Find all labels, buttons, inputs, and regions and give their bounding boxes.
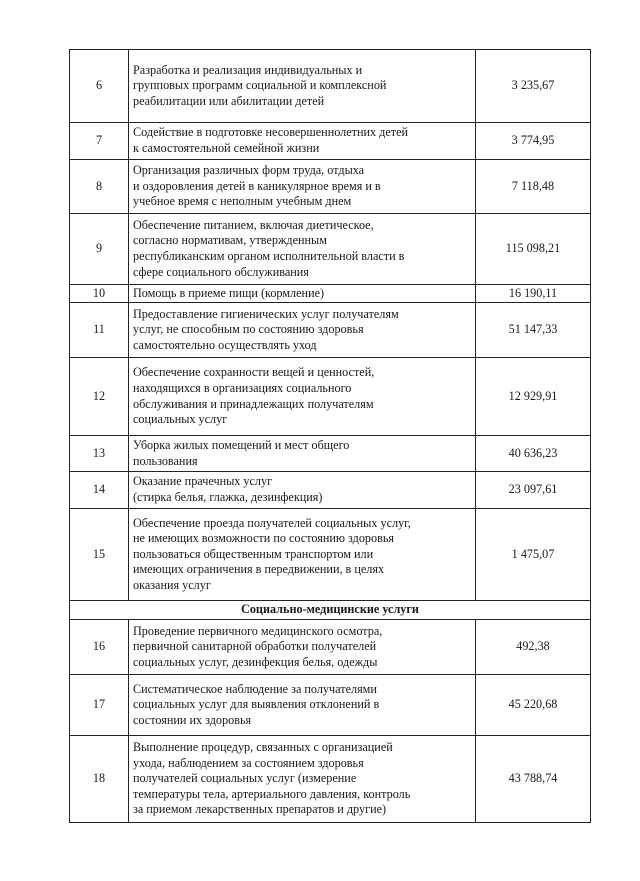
service-name-text: Содействие в подготовке несовершеннолетних детей к самостоятельной семейной жизни [133,125,409,155]
service-name [129,123,476,160]
service-name-text: Обеспечение проезда получателей социальных услуг, не имеющих возможности по состоянию здоровья пользоваться общественным транспортом или имеющих ограничения в передвижении, в целях оказания услуг [133,515,411,592]
service-cost: 16 190,11 [476,285,591,303]
service-cost: 1 475,07 [476,509,591,601]
table-row [70,675,591,736]
row-number: 14 [70,472,129,509]
service-name [129,472,476,509]
row-number: 17 [70,675,129,736]
services-cost-table [69,49,591,823]
table-row [70,160,591,214]
service-cost: 7 118,48 [476,160,591,214]
row-number: 16 [70,620,129,675]
service-cost: 43 788,74 [476,736,591,823]
service-name-text: Проведение первичного медицинского осмотра, первичной санитарной обработки получателей социальных услуг, дезинфекция белья, одежды [133,623,383,669]
service-name [129,285,476,303]
section-header-row [70,601,591,620]
table-row [70,620,591,675]
row-number: 6 [70,50,129,123]
service-name [129,736,476,823]
service-name [129,50,476,123]
service-name [129,303,476,358]
service-cost: 115 098,21 [476,214,591,285]
service-name [129,214,476,285]
row-number: 10 [70,285,129,303]
service-cost: 45 220,68 [476,675,591,736]
table-row [70,123,591,160]
service-cost: 23 097,61 [476,472,591,509]
service-name [129,509,476,601]
service-cost: 3 235,67 [476,50,591,123]
service-name-text: Обеспечение сохранности вещей и ценностей, находящихся в организациях социального обслуживания и принадлежащих получателям социальных услуг [133,365,375,427]
table-row [70,303,591,358]
service-cost: 51 147,33 [476,303,591,358]
row-number: 18 [70,736,129,823]
services-table-body [70,50,591,823]
service-name-text: Обеспечение питанием, включая диетическое, согласно нормативам, утвержденным республиканским органом исполнительной власти в сфере социального обслуживания [133,217,405,279]
section-title: Социально-медицинские услуги [70,601,591,620]
row-number: 12 [70,358,129,436]
service-cost: 492,38 [476,620,591,675]
row-number: 11 [70,303,129,358]
service-name-text: Предоставление гигиенических услуг получателям услуг, не способным по состоянию здоровья самостоятельно осуществлять уход [133,306,399,352]
table-row [70,436,591,472]
table-row [70,472,591,509]
service-cost: 12 929,91 [476,358,591,436]
service-name-text: Уборка жилых помещений и мест общего пользования [133,437,350,468]
service-name-text: Выполнение процедур, связанных с организацией ухода, наблюдением за состоянием здоровья получателей социальных услуг (измерение температуры тела, артериального давления, контроль за приемом лекарственных препаратов и другие) [133,740,411,817]
service-name-text: Помощь в приеме пищи (кормление) [133,285,325,300]
row-number: 8 [70,160,129,214]
table-row [70,214,591,285]
table-row [70,736,591,823]
service-name-text: Разработка и реализация индивидуальных и групповых программ социальной и комплексной реабилитации или абилитации детей [133,62,387,108]
table-row [70,358,591,436]
table-row [70,285,591,303]
service-name-text: Организация различных форм труда, отдыха и оздоровления детей в каникулярное время и в учебное время с неполным учебным днем [133,163,381,209]
service-name-text: Оказание прачечных услуг (стирка белья, глажка, дезинфекция) [133,474,323,504]
service-cost: 40 636,23 [476,436,591,472]
row-number: 13 [70,436,129,472]
table-row [70,509,591,601]
service-name [129,436,476,472]
row-number: 15 [70,509,129,601]
service-name [129,160,476,214]
service-name [129,358,476,436]
table-row [70,50,591,123]
service-cost: 3 774,95 [476,123,591,160]
service-name-text: Систематическое наблюдение за получателями социальных услуг для выявления отклонений в состоянии их здоровья [133,681,380,727]
service-name [129,675,476,736]
row-number: 7 [70,123,129,160]
service-name [129,620,476,675]
row-number: 9 [70,214,129,285]
